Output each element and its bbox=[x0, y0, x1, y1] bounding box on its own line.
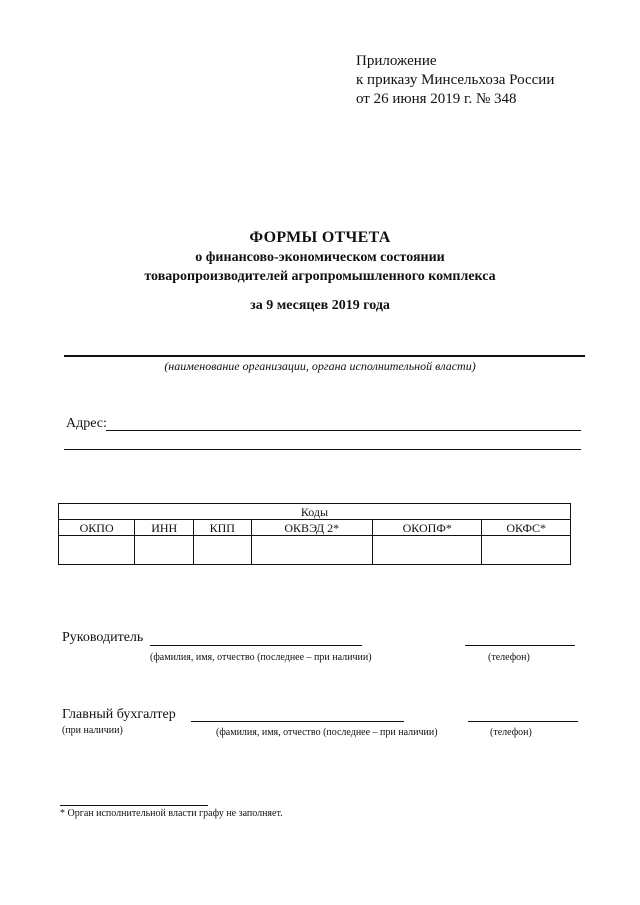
approval-line-2: к приказу Минсельхоза России bbox=[356, 72, 555, 88]
col-kpp: КПП bbox=[194, 520, 251, 536]
codes-header: Коды bbox=[59, 504, 571, 520]
head-phone-caption: (телефон) bbox=[488, 652, 530, 663]
head-label: Руководитель bbox=[62, 630, 144, 645]
approval-line-3: от 26 июня 2019 г. № 348 bbox=[356, 91, 517, 107]
org-name-line[interactable] bbox=[64, 355, 585, 357]
accountant-name-line[interactable] bbox=[191, 721, 404, 722]
address-line-2[interactable] bbox=[64, 449, 581, 450]
value-inn[interactable] bbox=[135, 536, 194, 565]
value-okopf[interactable] bbox=[373, 536, 482, 565]
title-line-3: товаропроизводителей агропромышленного комплекса bbox=[144, 269, 496, 284]
accountant-name-caption: (фамилия, имя, отчество (последнее – при наличии) bbox=[216, 727, 438, 738]
org-name-caption: (наименование организации, органа исполнительной власти) bbox=[164, 359, 476, 373]
address-label: Адрес: bbox=[66, 416, 107, 431]
address-line-1[interactable] bbox=[106, 430, 581, 431]
col-okopf: ОКОПФ* bbox=[373, 520, 482, 536]
col-okfs: ОКФС* bbox=[482, 520, 571, 536]
approval-line-1: Приложение bbox=[356, 53, 437, 69]
approval-block bbox=[356, 52, 554, 109]
value-kpp[interactable] bbox=[194, 536, 251, 565]
accountant-label: Главный бухгалтер bbox=[62, 707, 176, 722]
head-name-line[interactable] bbox=[150, 645, 362, 646]
head-name-caption: (фамилия, имя, отчество (последнее – при наличии) bbox=[150, 652, 372, 663]
value-okved2[interactable] bbox=[251, 536, 373, 565]
head-phone-line[interactable] bbox=[465, 645, 575, 646]
accountant-sublabel: (при наличии) bbox=[62, 725, 123, 736]
title-main: ФОРМЫ ОТЧЕТА bbox=[249, 229, 391, 246]
accountant-phone-line[interactable] bbox=[468, 721, 578, 722]
title-line-2: о финансово-экономическом состоянии bbox=[195, 250, 445, 265]
col-inn: ИНН bbox=[135, 520, 194, 536]
col-okved2: ОКВЭД 2* bbox=[251, 520, 373, 536]
accountant-phone-caption: (телефон) bbox=[490, 727, 532, 738]
footnote-separator bbox=[60, 805, 208, 806]
col-okpo: ОКПО bbox=[59, 520, 135, 536]
value-okpo[interactable] bbox=[59, 536, 135, 565]
codes-table bbox=[58, 503, 571, 565]
footnote: * Орган исполнительной власти графу не заполняет. bbox=[60, 808, 283, 819]
value-okfs[interactable] bbox=[482, 536, 571, 565]
document-title bbox=[0, 228, 640, 286]
report-period: за 9 месяцев 2019 года bbox=[250, 298, 390, 313]
